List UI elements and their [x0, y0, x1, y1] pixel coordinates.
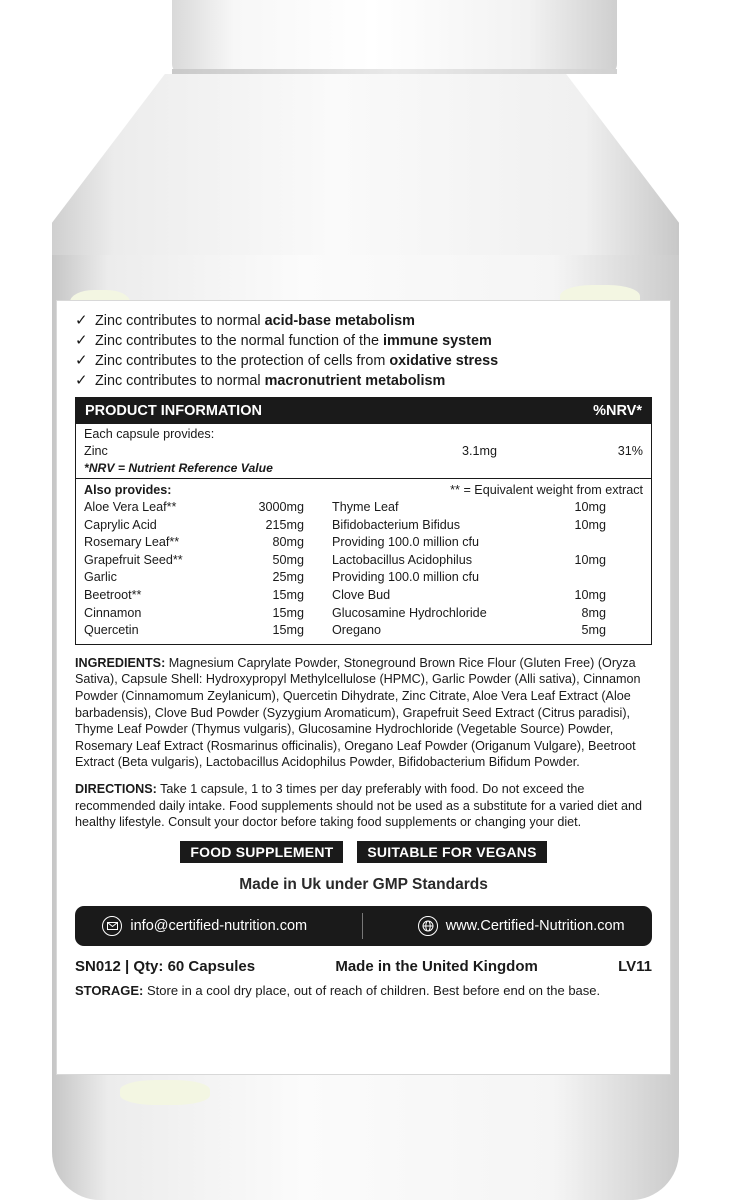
- product-information-header: [76, 398, 651, 424]
- product-information-body: [76, 424, 651, 644]
- nrv-header: %NRV*: [593, 403, 642, 419]
- zinc-name: Zinc: [84, 444, 108, 458]
- vegan-badge: SUITABLE FOR VEGANS: [357, 841, 546, 863]
- nutrient-row: Garlic 25mg: [84, 570, 304, 585]
- check-icon: ✓: [75, 352, 88, 369]
- zinc-row: [84, 443, 643, 460]
- check-icon: ✓: [75, 372, 88, 389]
- ingredients-text: Magnesium Caprylate Powder, Stoneground Brown Rice Flour (Gluten Free) (Oryza Sativa), Capsule Shell: Hydroxypropyl Methylcellulose (HPMC), Garlic Powder (Alli sativa), Cinnamon Powder (Cinnamomum Zeylanicum), Quercetin Dihydrate, Zinc Citrate, Aloe Vera Leaf Extract (Aloe barbadensis), Clove Bud Powder (Syzygium Aromaticum), Grapefruit Seed Extract (Citrus paradisi), Thyme Leaf Powder (Thymus vulgaris), Glucosamine Hydrochloride (Vegetable Source) Powder, Rosemary Leaf Extract (Rosmarinus officinalis), Oregano Leaf Powder (Origanum Vulgare), Beetroot Extract (Beta vulgaris), Lactobacillus Acidophilus Powder, Bifidobacterium Bifidum Powder.: [75, 655, 641, 770]
- ingredients-label: INGREDIENTS:: [75, 655, 166, 670]
- nutrient-row: Thyme Leaf 10mg: [332, 500, 606, 514]
- globe-icon: [418, 916, 438, 936]
- nutrient-columns: [84, 499, 643, 640]
- each-capsule-label: Each capsule provides:: [84, 427, 215, 441]
- equivalent-note: ** = Equivalent weight from extract: [450, 483, 643, 497]
- gmp-statement: Made in Uk under GMP Standards: [239, 875, 488, 893]
- envelope-icon: [102, 916, 122, 936]
- batch-code: LV11: [618, 957, 652, 975]
- nutrient-row: Rosemary Leaf** 80mg: [84, 535, 304, 550]
- also-provides-label: Also provides:: [84, 483, 172, 497]
- check-icon: ✓: [75, 332, 88, 349]
- contact-bar: [75, 906, 652, 946]
- product-information-title: PRODUCT INFORMATION: [85, 403, 262, 419]
- email-text: info@certified-nutrition.com: [130, 917, 308, 934]
- nutrient-row: Aloe Vera Leaf** 3000mg: [84, 500, 304, 514]
- directions-paragraph: [75, 781, 652, 831]
- table-divider: [76, 478, 651, 479]
- nutrient-row: Bifidobacterium Bifidus 10mg: [332, 517, 606, 532]
- nutrient-row: Grapefruit Seed** 50mg: [84, 552, 304, 567]
- email-group: [102, 916, 307, 936]
- storage-text: Store in a cool dry place, out of reach of children. Best before end on the base.: [143, 982, 601, 998]
- origin-text: Made in the United Kingdom: [335, 957, 538, 975]
- product-information-table: [75, 397, 652, 645]
- contact-separator: [362, 913, 363, 939]
- nutrient-row: Oregano 5mg: [332, 623, 606, 638]
- footer-row: [75, 957, 652, 977]
- zinc-amount: 3.1mg: [462, 444, 498, 458]
- food-supplement-badge: FOOD SUPPLEMENT: [180, 841, 343, 863]
- nutrient-column-left: [84, 499, 304, 640]
- nutrient-row: Lactobacillus Acidophilus 10mg: [332, 552, 606, 567]
- sku-quantity: SN012 | Qty: 60 Capsules: [75, 957, 256, 975]
- directions-text: Take 1 capsule, 1 to 3 times per day preferably with food. Do not exceed the recommended daily intake. Food supplements should not be used as a substitute for a varied diet and healthy lifestyle. Consult your doctor before taking food supplements or changing your diet.: [75, 781, 643, 830]
- storage-label: STORAGE:: [75, 982, 144, 998]
- storage-paragraph: [75, 982, 652, 999]
- zinc-nrv: 31%: [617, 444, 643, 458]
- benefit-list: [75, 311, 652, 391]
- nutrient-row: Providing 100.0 million cfu: [332, 570, 480, 585]
- nutrient-column-right: [332, 499, 606, 640]
- check-icon: ✓: [75, 312, 88, 329]
- nutrient-row: Quercetin 15mg: [84, 623, 304, 638]
- directions-label: DIRECTIONS:: [75, 781, 157, 796]
- nutrient-row: Beetroot** 15mg: [84, 587, 304, 602]
- benefit-item: ✓ Zinc contributes to the protection of cells from oxidative stress: [75, 352, 499, 369]
- nutrient-row: Clove Bud 10mg: [332, 587, 606, 602]
- bottle-cap: [172, 0, 617, 74]
- benefit-item: ✓ Zinc contributes to the normal function of the immune system: [75, 332, 492, 349]
- nutrient-row: Cinnamon 15mg: [84, 605, 304, 620]
- ingredients-paragraph: [75, 655, 652, 771]
- nutrient-row: Caprylic Acid 215mg: [84, 517, 304, 532]
- benefit-item: ✓ Zinc contributes to normal macronutrient metabolism: [75, 372, 446, 389]
- nutrient-row: Providing 100.0 million cfu: [332, 535, 480, 550]
- background-speck: [120, 1080, 210, 1105]
- benefit-item: ✓ Zinc contributes to normal acid-base metabolism: [75, 312, 415, 329]
- website-text: www.Certified-Nutrition.com: [445, 917, 625, 934]
- badge-row: [75, 841, 652, 863]
- nutrient-row: Glucosamine Hydrochloride 8mg: [332, 605, 606, 620]
- product-label: [56, 300, 671, 1075]
- nrv-note: *NRV = Nutrient Reference Value: [84, 461, 273, 475]
- also-provides-header: [84, 482, 643, 499]
- website-group: [418, 916, 625, 936]
